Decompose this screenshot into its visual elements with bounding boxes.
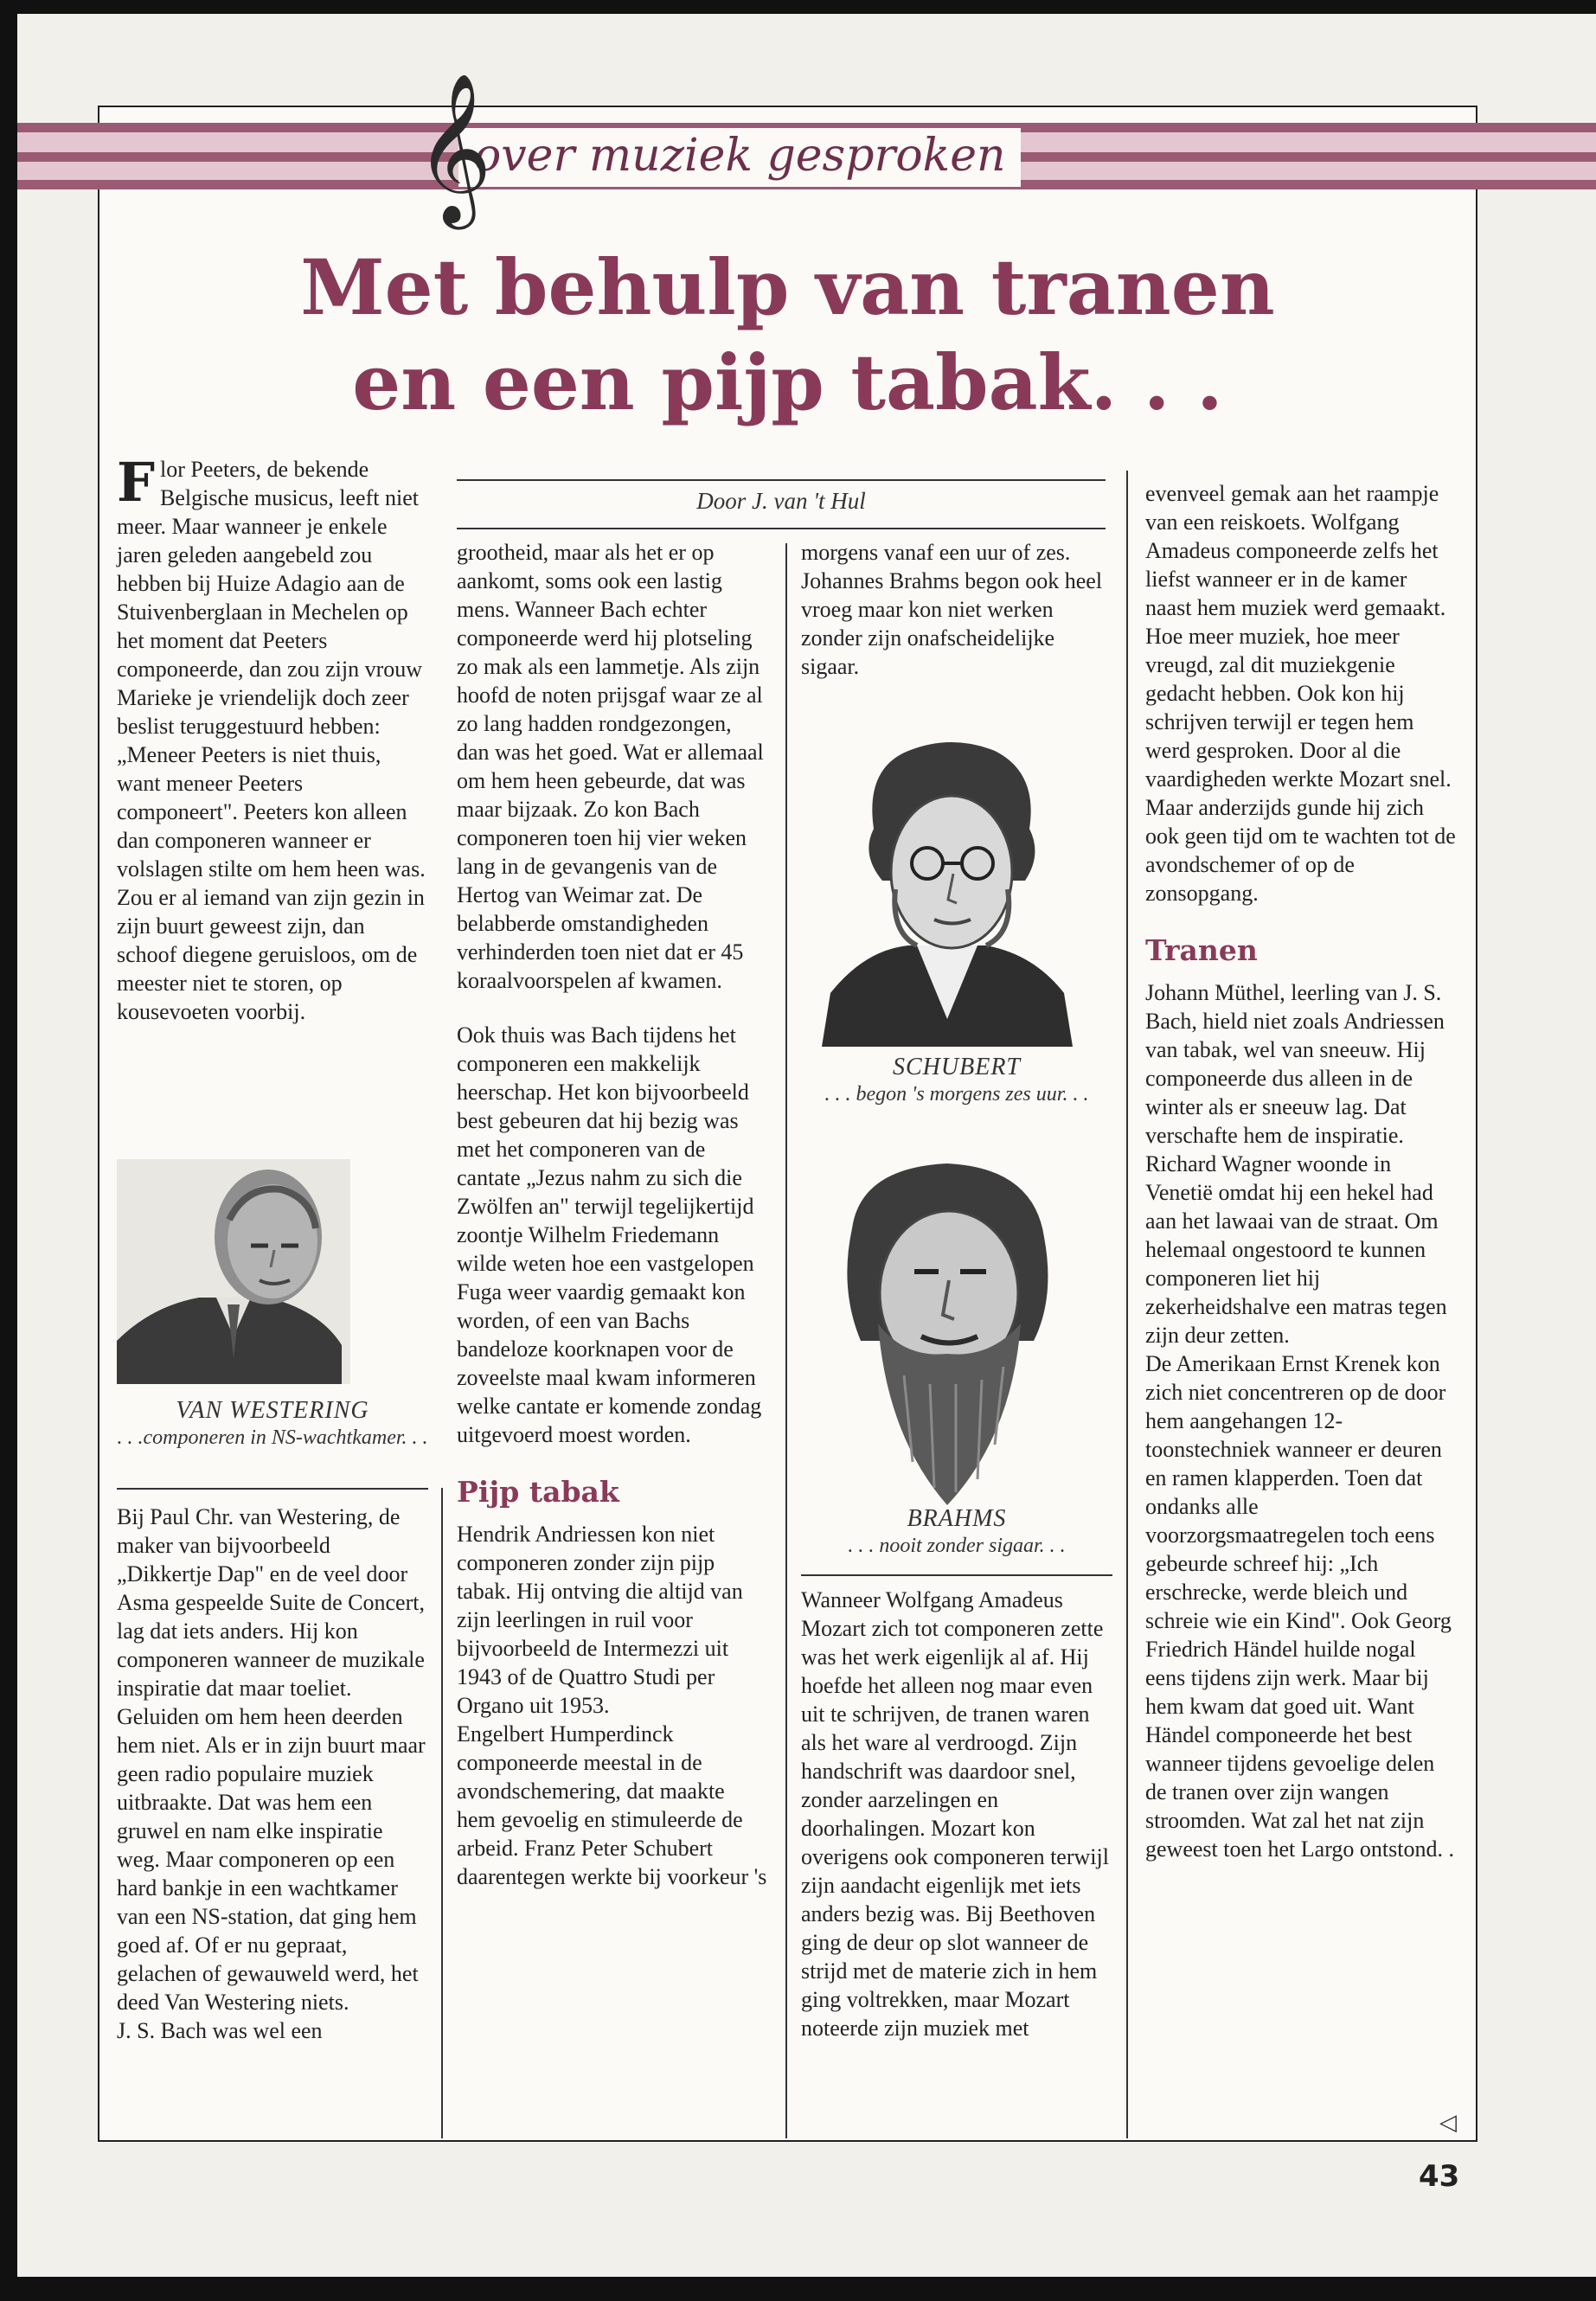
caption-brahms (801, 1505, 1112, 1559)
scan-border-left (0, 0, 17, 2301)
scan-border-bottom (0, 2277, 1596, 2301)
paragraph-bach: grootheid, maar als het er op aankomt, soms ook een lastig mens. Wanneer Bach echter componeerde werd hij plotseling zo mak als een lammetje. Als zijn hoofd de noten prijsgaf waar ze al zo lang hadden rondgezongen, dan was het goed. Wat er allemaal om hem heen gebeurde, dat was maar bijzaak. Zo kon Bach componeren toen hij vier weken lang in de gevangenis van de Hertog van Weimar zat. De belabberde omstandigheden verhinderden toen niet dat er 45 koraalvoorspelen af kwamen. (457, 540, 764, 993)
end-of-article-icon: ◁ (1439, 2109, 1457, 2135)
caption-rule-westering (117, 1488, 428, 1490)
caption-text: . . .componeren in NS-wachtkamer. . . (117, 1426, 428, 1449)
caption-van-westering (117, 1397, 428, 1451)
column-rule-2 (785, 543, 787, 2138)
scan-border-top (0, 0, 1596, 14)
page-number: 43 (1419, 2159, 1460, 2194)
brahms-portrait (817, 1150, 1077, 1514)
paragraph-krenek-handel: De Amerikaan Ernst Krenek kon zich niet concentreren op de door hem aangehangen 12-toonstechniek wanneer er deuren en ramen klapperden. Toen dat ondanks alle voorzorgsmaatregelen toch eens gebeurde schreef hij: „Ich erschrecke, werde bleich und schreie wie ein Kind". Ook Georg Friedrich Händel huilde nogal eens tijdens zijn werk. Maar bij hem kwam dat goed uit. Want Händel componeerde het best wanneer tijdens gevoelige delen de tranen over zijn wangen stroomden. Wat zal het nat zijn geweest toen het Largo ontstond. . (1145, 1351, 1454, 1862)
caption-name: VAN WESTERING (176, 1397, 369, 1424)
schubert-portrait (813, 734, 1081, 1047)
paragraph-bach-thuis: Ook thuis was Bach tijdens het componeren een makkelijk heerschap. Het kon bijvoorbeeld best gebeuren dat hij bezig was met het componeren van de cantate „Jezus nahm zu sich die Zwölfen an" terwijl tegelijkertijd zoontje Wilhelm Friedemann wilde weten hoe een vastgelopen Fuga weer vaardig gemaakt kon worden, of een van Bachs bandeloze koorknapen voor de zoveelste maal kwam informeren welke cantate er komende zondag uitgevoerd moest worden. (457, 1022, 762, 1447)
intro-text: lor Peeters, de bekende Belgische musicus, leeft niet meer. Maar wanneer je enkele jaren geleden aangebeld zou hebben bij Huize Adagio aan de Stuivenberglaan in Mechelen op het moment dat Peeters componeerde, dan zou zijn vrouw Marieke je vriendelijk doch zeer beslist teruggestuurd hebben: „Meneer Peeters is niet thuis, want meneer Peeters componeert". Peeters kon alleen dan componeren wanneer er volslagen stilte om hem heen was. Zou er al iemand van zijn gezin in zijn buurt geweest zijn, dan schoof diegene geruisloos, om de meester niet te storen, op kousevoeten voorbij. (117, 457, 426, 1024)
caption-schubert (801, 1054, 1112, 1107)
paragraph-muthel: Johann Müthel, leerling van J. S. Bach, hield niet zoals Andriessen van tabak, wel van sneeuw. Hij componeerde dus alleen in de winter als er sneeuw lag. Dat verschafte hem de inspiratie. (1145, 980, 1445, 1148)
column-3-bottom (801, 1586, 1112, 2042)
subheading-pijp-tabak: Pijp tabak (457, 1475, 619, 1509)
section-header-label: over muziek gesproken (458, 128, 1021, 187)
paragraph-schubert-brahms: morgens vanaf een uur of zes. Johannes Brahms begon ook heel vroeg maar kon niet werken zonder zijn onafscheidelijke sigaar. (801, 540, 1103, 679)
treble-clef-icon: 𝄞 (415, 73, 492, 223)
headline-line-1: Met behulp van tranen (300, 242, 1275, 332)
intro-paragraph (117, 451, 428, 1026)
caption-rule-brahms (801, 1574, 1112, 1576)
headline-line-2: en een pijp tabak. . . (352, 337, 1223, 427)
subheading-tranen: Tranen (1145, 933, 1258, 967)
paragraph-wagner: Richard Wagner woonde in Venetië omdat hij een hekel had aan het lawaai van de straat. Om helemaal ongestoord te kunnen componeren liet hij zekerheidshalve een matras tegen zijn deur zetten. (1145, 1151, 1447, 1348)
caption-name: SCHUBERT (893, 1054, 1021, 1080)
paragraph-mozart-cont: evenveel gemak aan het raampje van een reiskoets. Wolfgang Amadeus componeerde zelfs het liefst wanneer er in de kamer naast hem muziek werd gemaakt. Hoe meer muziek, hoe meer vreugd, zal dit muziekgenie gedacht hebben. Ook kon hij schrijven terwijl er tegen hem werd gesproken. Door al die vaardigheden werkte Mozart snel. Maar anderzijds gunde hij zich ook geen tijd om te wachten tot de avondschemer of op de zonsopgang. (1145, 481, 1456, 906)
column-1-bottom (117, 1503, 428, 2045)
caption-name: BRAHMS (907, 1505, 1007, 1532)
paragraph-westering: Bij Paul Chr. van Westering, de maker van bijvoorbeeld „Dikkertje Dap" en de veel door Asma gespeelde Suite de Concert, lag dat iets anders. Hij kon componeren wanneer de muzikale inspiratie dat maar toeliet. Geluiden om hem heen deerden hem niet. Als er in zijn buurt maar geen radio populaire muziek uitbraakte. Dat was hem een gruwel en nam elke inspiratie weg. Maar componeren op een hard bankje in een wachtkamer van een NS-station, dat ging hem goed af. Of er nu gepraat, gelachen of gewauweld werd, het deed Van Westering niets. (117, 1504, 426, 2015)
column-4 (1145, 479, 1458, 1863)
column-2 (457, 538, 768, 1891)
van-westering-photo (117, 1159, 350, 1384)
column-1-top (117, 451, 428, 1026)
column-rule-3 (1126, 471, 1128, 2138)
byline: Door J. van 't Hul (696, 488, 866, 514)
caption-text: . . . nooit zonder sigaar. . . (848, 1535, 1066, 1557)
caption-text: . . . begon 's morgens zes uur. . . (824, 1083, 1089, 1106)
drop-cap: F (117, 451, 156, 514)
paragraph-mozart: Wanneer Wolfgang Amadeus Mozart zich tot componeren zette was het werk eigenlijk al af. Hij hoefde het alleen nog maar even uit te schrijven, de tranen waren als het ware al verdroogd. Zijn handschrift was daardoor snel, zonder aarzelingen en doorhalingen. Mozart kon overigens ook componeren terwijl zijn aandacht eigenlijk met iets anders bezig was. Bij Beethoven ging de deur op slot wanneer de strijd met de materie zich in hem ging voltrekken, maar Mozart noteerde zijn muziek met (801, 1587, 1109, 2041)
paragraph-bach-start: J. S. Bach was wel een (117, 2018, 323, 2043)
paragraph-humperdinck: Engelbert Humperdinck componeerde meestal in de avondschemering, dat maakte hem gevoelig en stimuleerde de arbeid. Franz Peter Schubert daarentegen werkte bij voorkeur 's (457, 1721, 767, 1889)
column-3-top (801, 538, 1112, 681)
column-rule-1 (441, 1488, 443, 2138)
paragraph-andriessen: Hendrik Andriessen kon niet componeren zonder zijn pijp tabak. Hij ontving die altijd van zijn leerlingen in ruil voor bijvoorbeeld de Intermezzi uit 1943 of de Quattro Studi per Organo uit 1953. (457, 1522, 743, 1718)
